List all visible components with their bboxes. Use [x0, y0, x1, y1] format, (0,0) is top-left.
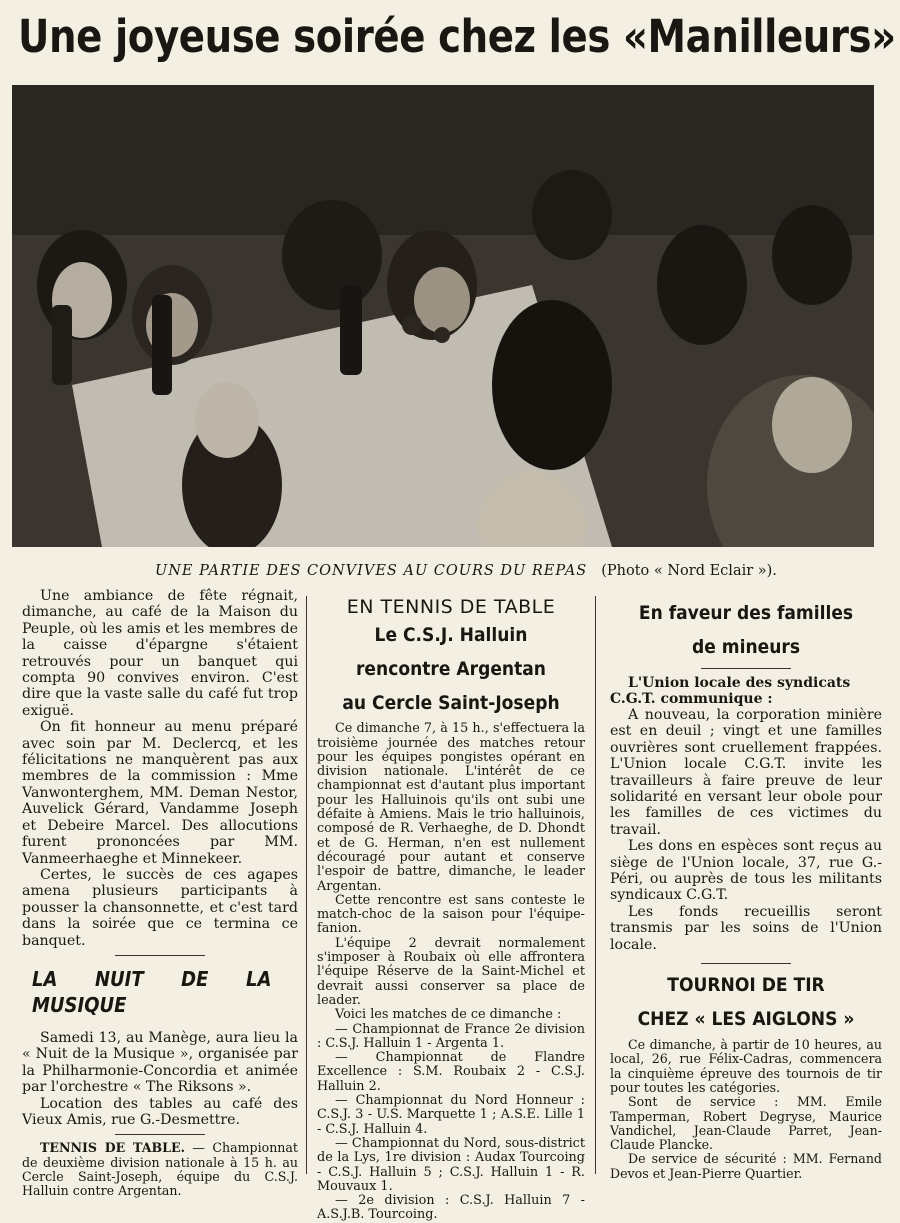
paragraph: De service de sécurité : MM. Fernand Devos et Jean-Pierre Quartier.: [610, 1151, 882, 1181]
article-title-line: En faveur des familles: [638, 602, 854, 624]
paragraph: — 2e division : C.S.J. Halluin 7 - A.S.J.B. Tourcoing.: [317, 1193, 585, 1223]
headline: Une joyeuse soirée chez les «Manilleurs»: [18, 10, 896, 63]
tennis-brief-text: — Championnat de deuxième division nationale à 15 h. au Cercle Saint-Joseph, équipe du C.S.J. Halluin contre Argentan.: [22, 1140, 298, 1198]
paragraph: A nouveau, la corporation minière est en deuil ; vingt et une familles ouvrières sont cruellement frappées. L'Union locale C.G.T. invite les travailleurs à faire preuve de leur solidarité en versant leur obole pour les familles de ces victimes du travail.: [610, 707, 882, 838]
caption-credit: (Photo « Nord Eclair »).: [601, 563, 777, 579]
paragraph: Samedi 13, au Manège, aura lieu la « Nuit de la Musique », organisée par la Philharmonie-Concordia et animée par l'orchestre « The Riksons ».: [22, 1029, 298, 1096]
article-mineurs: [610, 598, 882, 1181]
paragraph: Voici les matches de ce dimanche :: [335, 1007, 562, 1023]
article-title-line: de mineurs: [691, 636, 801, 658]
column-divider: [595, 596, 596, 1174]
paragraph: — Championnat du Nord Honneur : C.S.J. 3 - U.S. Marquette 1 ; A.S.E. Lille 1 - C.S.J. Halluin 4.: [317, 1093, 585, 1137]
paragraph: Ce dimanche 7, à 15 h., s'effectuera la troisième journée des matches retour pour les équipes pongistes opérant en division nationale. L'intérêt de ce championnat est d'autant plus important pour les Halluinois qu'ils ont subi une défaite à Amiens. Mais le trio halluinois, composé de R. Verhaeghe, de D. Dhondt et de G. Herman, n'en est nullement découragé pour autant et conserve l'espoir de battre, dimanche, le leader Argentan.: [317, 721, 585, 894]
subheading: L'Union locale des syndicats C.G.T. communique :: [610, 675, 851, 707]
caption-text: UNE PARTIE DES CONVIVES AU COURS DU REPAS: [155, 563, 588, 579]
article-title-line: Le C.S.J. Halluin: [374, 624, 528, 647]
paragraph: — Championnat du Nord, sous-district de la Lys, 1re division : Audax Tourcoing - C.S.J. Halluin 5 ; C.S.J. Halluin 1 - R. Mouvaux 1.: [317, 1135, 585, 1194]
divider: [701, 963, 791, 964]
paragraph: On fit honneur au menu préparé avec soin par M. Declercq, et les félicitations ne manquèrent pas aux membres de la commission : Mme Vanwonterghem, MM. Deman Nestor, Auvelick Gérard, Vandamme Joseph et Debeire Marcel. Des allocutions furent prononcées par MM. Vanmeerhaeghe et Minnekeer.: [22, 719, 298, 867]
heading-nuit-musique: LA NUIT DE LA MUSIQUE: [32, 966, 272, 1017]
photo-caption: [155, 563, 875, 579]
paragraph: — Championnat de Flandre Excellence : S.M. Roubaix 2 - C.S.J. Halluin 2.: [317, 1050, 585, 1094]
paragraph: — Championnat de France 2e division : C.S.J. Halluin 1 - Argenta 1.: [317, 1021, 585, 1051]
article-title-line: rencontre Argentan: [355, 658, 546, 681]
paragraph: L'équipe 2 devrait normalement s'imposer à Roubaix où elle affrontera l'équipe Réserve de la Saint-Michel et devrait aussi conserver sa place de leader.: [317, 935, 585, 1008]
banquet-photo: [12, 85, 874, 547]
paragraph: Location des tables au café des Vieux Amis, rue G.-Desmettre.: [22, 1095, 298, 1128]
divider: [115, 955, 205, 956]
paragraph: Les fonds recueillis seront transmis par les soins de l'Union locale.: [610, 903, 882, 953]
article-banquet: [22, 588, 298, 1198]
paragraph: Les dons en espèces sont reçus au siège de l'Union locale, 37, rue G.-Péri, ou auprès de tous les militants syndicaux C.G.T.: [610, 838, 882, 904]
tennis-brief: [22, 1141, 298, 1198]
article-title-line: TOURNOI DE TIR: [667, 974, 825, 997]
paragraph: Sont de service : MM. Emile Tamperman, Robert Degryse, Maurice Vandichel, Jean-Claude Parret, Jean-Claude Plancke.: [610, 1094, 882, 1153]
paragraph: Ce dimanche, à partir de 10 heures, au local, 26, rue Félix-Cadras, commencera la cinquième épreuve des tournois de tir pour toutes les catégories.: [610, 1037, 882, 1095]
divider: [115, 1134, 205, 1135]
article-tennis: [317, 598, 585, 1223]
tennis-brief-lead: TENNIS DE TABLE.: [40, 1140, 185, 1156]
paragraph: Une ambiance de fête régnait, dimanche, au café de la Maison du Peuple, où les amis et les membres de la caisse d'épargne s'étaient retrouvés pour un banquet qui compta 90 convives environ. C'est dire que la vaste salle du café fut trop exiguë.: [22, 588, 298, 719]
article-title-line: au Cercle Saint-Joseph: [342, 692, 560, 715]
article-title-line: CHEZ « LES AIGLONS »: [637, 1008, 855, 1031]
kicker: EN TENNIS DE TABLE: [346, 596, 556, 618]
divider: [701, 668, 791, 669]
paragraph: Certes, le succès de ces agapes amena plusieurs participants à pousser la chansonnette, et c'est tard dans la soirée que ce termina ce banquet.: [22, 866, 298, 949]
paragraph: Cette rencontre est sans conteste le match-choc de la saison pour l'équipe-fanion.: [317, 892, 585, 937]
column-divider: [306, 596, 307, 1174]
